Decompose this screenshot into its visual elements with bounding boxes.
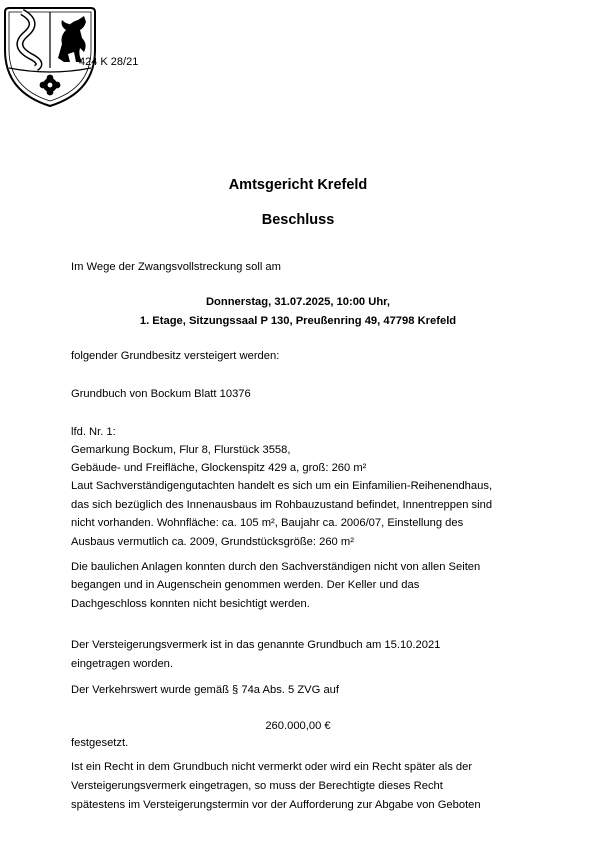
lot-line: Ausbaus vermutlich ca. 2009, Grundstücksgröße: 260 m²: [71, 536, 354, 548]
inspection-line: Die baulichen Anlagen konnten durch den Sachverständigen nicht von allen Seiten: [71, 561, 481, 573]
inspection-line: begangen und in Augenschein genommen werden. Der Keller und das: [71, 579, 420, 591]
property-intro: folgender Grundbesitz versteigert werden:: [71, 350, 280, 362]
appointment-location: 1. Etage, Sitzungssaal P 130, Preußenring 49, 47798 Krefeld: [139, 315, 457, 327]
nrw-coat-of-arms-icon: [0, 0, 100, 110]
rights-line: spätestens im Versteigerungstermin vor der Aufforderung zur Abgabe von Geboten: [71, 799, 481, 811]
value-amount: 260.000,00 €: [265, 720, 331, 733]
court-name: Amtsgericht Krefeld: [228, 177, 368, 193]
intro-text: Im Wege der Zwangsvollstreckung soll am: [71, 261, 281, 273]
lot-line: lfd. Nr. 1:: [71, 426, 116, 438]
lot-line: nicht vorhanden. Wohnfläche: ca. 105 m², Baujahr ca. 2006/07, Einstellung des: [71, 517, 464, 529]
lot-line: Gebäude- und Freifläche, Glockenspitz 429 a, groß: 260 m²: [71, 462, 367, 474]
entry-line: Der Versteigerungsvermerk ist in das genannte Grundbuch am 15.10.2021: [71, 639, 441, 651]
value-intro: Der Verkehrswert wurde gemäß § 74a Abs. 5 ZVG auf: [71, 684, 340, 696]
rights-line: Ist ein Recht in dem Grundbuch nicht vermerkt oder wird ein Recht später als der: [71, 761, 473, 773]
case-number: 424 K 28/21: [79, 56, 139, 68]
lot-line: Gemarkung Bockum, Flur 8, Flurstück 3558,: [71, 444, 291, 456]
lot-line: Laut Sachverständigengutachten handelt es sich um ein Einfamilien-Reihenendhaus,: [71, 480, 493, 492]
document-title: Beschluss: [261, 212, 335, 228]
rights-line: Versteigerungsvermerk eingetragen, so muss der Berechtigte dieses Recht: [71, 780, 443, 792]
entry-line: eingetragen worden.: [71, 658, 174, 670]
lot-line: das sich bezüglich des Innenausbaus im Rohbauzustand befindet, Innentreppen sind: [71, 499, 493, 511]
land-register: Grundbuch von Bockum Blatt 10376: [71, 388, 251, 400]
appointment-date: Donnerstag, 31.07.2025, 10:00 Uhr,: [205, 296, 391, 308]
inspection-line: Dachgeschloss konnten nicht besichtigt werden.: [71, 598, 310, 610]
value-outro: festgesetzt.: [71, 737, 129, 749]
